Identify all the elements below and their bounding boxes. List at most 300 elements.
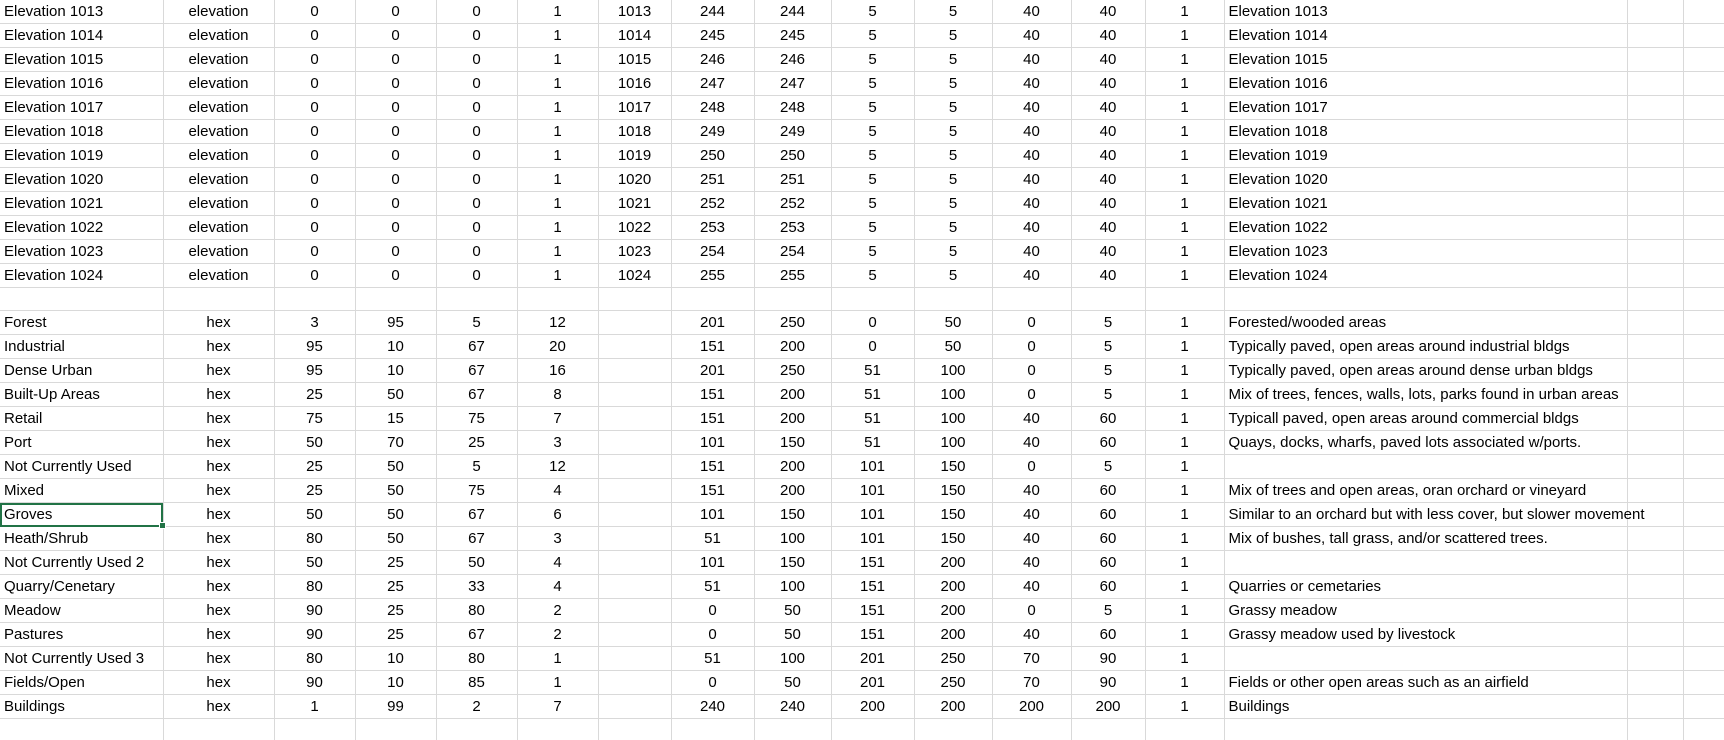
table-cell[interactable] <box>1627 671 1683 695</box>
table-cell[interactable]: 200 <box>754 479 831 503</box>
table-cell[interactable]: 80 <box>436 647 517 671</box>
table-cell[interactable]: 0 <box>436 192 517 216</box>
table-cell[interactable]: Elevation 1023 <box>0 240 163 264</box>
table-cell[interactable]: 70 <box>992 647 1071 671</box>
table-cell[interactable]: 0 <box>436 240 517 264</box>
table-cell[interactable]: 40 <box>1071 72 1145 96</box>
table-cell[interactable] <box>1683 216 1724 240</box>
table-cell[interactable]: 50 <box>274 503 355 527</box>
table-cell[interactable]: 40 <box>992 527 1071 551</box>
table-cell[interactable]: 25 <box>274 479 355 503</box>
table-cell[interactable]: 1 <box>1145 96 1224 120</box>
table-cell[interactable]: 5 <box>831 48 914 72</box>
table-cell[interactable]: 100 <box>914 359 992 383</box>
table-cell[interactable]: 40 <box>1071 192 1145 216</box>
table-cell[interactable]: Mixed <box>0 479 163 503</box>
table-cell[interactable] <box>1627 719 1683 740</box>
table-cell[interactable]: 3 <box>274 311 355 335</box>
table-cell[interactable] <box>598 335 671 359</box>
table-cell[interactable]: 1 <box>1145 623 1224 647</box>
table-cell[interactable]: 253 <box>671 216 754 240</box>
table-cell[interactable]: 5 <box>831 192 914 216</box>
table-cell[interactable]: 250 <box>914 647 992 671</box>
table-cell[interactable]: 101 <box>671 551 754 575</box>
table-cell[interactable]: 40 <box>992 479 1071 503</box>
table-cell[interactable] <box>1683 359 1724 383</box>
table-cell[interactable]: 247 <box>754 72 831 96</box>
table-cell[interactable] <box>1683 383 1724 407</box>
table-cell[interactable] <box>1683 144 1724 168</box>
table-cell[interactable]: 10 <box>355 647 436 671</box>
table-cell[interactable]: 200 <box>914 695 992 719</box>
table-cell[interactable]: Elevation 1016 <box>0 72 163 96</box>
table-cell[interactable]: Not Currently Used <box>0 455 163 479</box>
table-cell[interactable]: 101 <box>831 527 914 551</box>
table-cell[interactable] <box>1627 695 1683 719</box>
table-cell[interactable]: 1 <box>274 695 355 719</box>
table-cell[interactable]: 1 <box>1145 72 1224 96</box>
table-cell[interactable]: 12 <box>517 455 598 479</box>
table-cell[interactable]: 1 <box>517 144 598 168</box>
table-cell[interactable]: Elevation 1015 <box>0 48 163 72</box>
table-cell[interactable]: 0 <box>831 311 914 335</box>
table-cell[interactable]: 40 <box>1071 264 1145 288</box>
table-cell[interactable]: hex <box>163 647 274 671</box>
table-cell[interactable] <box>1683 48 1724 72</box>
table-cell[interactable]: 252 <box>671 192 754 216</box>
table-cell[interactable]: 101 <box>831 503 914 527</box>
table-cell[interactable]: 50 <box>355 455 436 479</box>
table-cell[interactable]: 0 <box>274 96 355 120</box>
table-cell[interactable]: 150 <box>914 479 992 503</box>
table-cell[interactable] <box>831 719 914 740</box>
table-cell[interactable]: 0 <box>992 455 1071 479</box>
table-cell[interactable] <box>598 383 671 407</box>
table-cell[interactable]: 80 <box>274 647 355 671</box>
table-cell[interactable]: 40 <box>992 623 1071 647</box>
table-cell[interactable]: 90 <box>1071 671 1145 695</box>
table-cell[interactable]: 0 <box>355 264 436 288</box>
table-cell[interactable]: 40 <box>992 144 1071 168</box>
table-cell[interactable]: 5 <box>1071 455 1145 479</box>
table-cell[interactable]: 244 <box>754 0 831 24</box>
table-cell[interactable]: Elevation 1020 <box>0 168 163 192</box>
table-cell[interactable]: 200 <box>914 575 992 599</box>
table-cell[interactable]: 1 <box>1145 455 1224 479</box>
table-cell[interactable]: elevation <box>163 24 274 48</box>
table-cell[interactable]: 1 <box>1145 407 1224 431</box>
table-cell[interactable]: 100 <box>754 647 831 671</box>
table-cell[interactable]: 5 <box>831 120 914 144</box>
table-cell[interactable]: 10 <box>355 671 436 695</box>
table-cell[interactable]: 1 <box>517 240 598 264</box>
table-cell[interactable]: 200 <box>754 407 831 431</box>
table-cell[interactable]: 200 <box>992 695 1071 719</box>
table-cell[interactable]: 40 <box>992 575 1071 599</box>
table-cell[interactable]: 151 <box>831 575 914 599</box>
table-cell[interactable]: 1 <box>1145 24 1224 48</box>
table-cell[interactable]: 40 <box>1071 240 1145 264</box>
table-cell[interactable] <box>1627 0 1683 24</box>
table-cell[interactable]: Typically paved, open areas around dense urban bldgs <box>1224 359 1627 383</box>
table-cell[interactable]: 200 <box>831 695 914 719</box>
table-cell[interactable]: 1 <box>517 0 598 24</box>
table-cell[interactable]: Similar to an orchard but with less cover, but slower movement <box>1224 503 1627 527</box>
table-cell[interactable]: 150 <box>914 527 992 551</box>
table-cell[interactable]: 50 <box>436 551 517 575</box>
table-cell[interactable]: 20 <box>517 335 598 359</box>
table-cell[interactable]: 200 <box>1071 695 1145 719</box>
table-cell[interactable]: 1 <box>1145 216 1224 240</box>
table-cell[interactable]: 1024 <box>598 264 671 288</box>
table-cell[interactable]: 50 <box>914 311 992 335</box>
table-cell[interactable] <box>1627 407 1683 431</box>
table-cell[interactable]: 5 <box>831 0 914 24</box>
table-cell[interactable]: 5 <box>831 264 914 288</box>
table-cell[interactable]: Elevation 1023 <box>1224 240 1627 264</box>
table-cell[interactable]: Quarry/Cenetary <box>0 575 163 599</box>
table-cell[interactable]: 5 <box>831 96 914 120</box>
table-cell[interactable]: 40 <box>992 240 1071 264</box>
table-cell[interactable]: 0 <box>671 671 754 695</box>
table-cell[interactable]: hex <box>163 599 274 623</box>
table-cell[interactable]: 50 <box>355 479 436 503</box>
table-cell[interactable]: elevation <box>163 96 274 120</box>
table-cell[interactable]: 0 <box>671 599 754 623</box>
table-cell[interactable]: 100 <box>754 575 831 599</box>
table-cell[interactable]: 1 <box>517 72 598 96</box>
table-cell[interactable] <box>831 288 914 311</box>
table-cell[interactable]: 5 <box>914 72 992 96</box>
table-cell[interactable]: 40 <box>992 551 1071 575</box>
table-cell[interactable]: 1017 <box>598 96 671 120</box>
table-cell[interactable] <box>0 288 163 311</box>
table-cell[interactable] <box>1683 240 1724 264</box>
table-cell[interactable] <box>1683 0 1724 24</box>
table-cell[interactable] <box>598 671 671 695</box>
table-cell[interactable]: 1 <box>1145 120 1224 144</box>
table-cell[interactable]: 248 <box>671 96 754 120</box>
table-cell[interactable]: elevation <box>163 264 274 288</box>
table-cell[interactable] <box>163 719 274 740</box>
table-cell[interactable]: hex <box>163 431 274 455</box>
table-cell[interactable]: 40 <box>992 120 1071 144</box>
table-cell[interactable] <box>1627 72 1683 96</box>
table-cell[interactable]: 1 <box>1145 240 1224 264</box>
table-cell[interactable] <box>598 455 671 479</box>
table-cell[interactable]: 50 <box>355 527 436 551</box>
table-cell[interactable]: 99 <box>355 695 436 719</box>
table-cell[interactable]: elevation <box>163 48 274 72</box>
table-cell[interactable]: 0 <box>436 96 517 120</box>
table-cell[interactable]: 201 <box>831 647 914 671</box>
table-cell[interactable]: 1 <box>1145 0 1224 24</box>
table-cell[interactable]: 101 <box>671 503 754 527</box>
table-cell[interactable] <box>1683 264 1724 288</box>
table-cell[interactable]: 0 <box>274 144 355 168</box>
table-cell[interactable]: 1 <box>517 192 598 216</box>
table-cell[interactable]: 5 <box>831 144 914 168</box>
table-cell[interactable]: 0 <box>355 120 436 144</box>
table-cell[interactable]: elevation <box>163 0 274 24</box>
table-cell[interactable]: 253 <box>754 216 831 240</box>
table-cell[interactable]: 0 <box>355 144 436 168</box>
table-cell[interactable]: 4 <box>517 551 598 575</box>
table-cell[interactable]: 5 <box>914 48 992 72</box>
table-cell[interactable]: hex <box>163 359 274 383</box>
table-cell[interactable]: 4 <box>517 575 598 599</box>
table-cell[interactable] <box>914 719 992 740</box>
table-cell[interactable]: 245 <box>754 24 831 48</box>
table-cell[interactable]: 60 <box>1071 407 1145 431</box>
table-cell[interactable]: 0 <box>355 192 436 216</box>
table-cell[interactable] <box>754 719 831 740</box>
table-cell[interactable] <box>1145 719 1224 740</box>
table-cell[interactable]: 1 <box>1145 383 1224 407</box>
table-cell[interactable] <box>1627 623 1683 647</box>
table-cell[interactable]: elevation <box>163 72 274 96</box>
table-cell[interactable]: 60 <box>1071 431 1145 455</box>
table-cell[interactable]: 60 <box>1071 623 1145 647</box>
table-cell[interactable] <box>1683 623 1724 647</box>
table-cell[interactable]: 1 <box>517 671 598 695</box>
table-cell[interactable]: 67 <box>436 623 517 647</box>
table-cell[interactable]: 1 <box>1145 311 1224 335</box>
table-cell[interactable]: 255 <box>754 264 831 288</box>
table-cell[interactable]: 40 <box>1071 24 1145 48</box>
table-cell[interactable]: Elevation 1022 <box>0 216 163 240</box>
table-cell[interactable]: 51 <box>831 407 914 431</box>
table-cell[interactable]: 248 <box>754 96 831 120</box>
table-cell[interactable]: 0 <box>355 0 436 24</box>
table-cell[interactable]: 151 <box>671 335 754 359</box>
table-cell[interactable]: 251 <box>671 168 754 192</box>
table-cell[interactable] <box>671 719 754 740</box>
table-cell[interactable]: 0 <box>831 335 914 359</box>
table-cell[interactable]: 1 <box>517 48 598 72</box>
table-cell[interactable]: 67 <box>436 503 517 527</box>
table-cell[interactable] <box>1224 719 1627 740</box>
table-cell[interactable]: hex <box>163 671 274 695</box>
table-cell[interactable]: 40 <box>992 192 1071 216</box>
table-cell[interactable]: 1 <box>517 216 598 240</box>
table-cell[interactable]: 5 <box>914 24 992 48</box>
table-cell[interactable]: 5 <box>914 216 992 240</box>
table-cell[interactable]: 1 <box>1145 264 1224 288</box>
table-cell[interactable]: 0 <box>436 0 517 24</box>
table-cell[interactable]: 240 <box>754 695 831 719</box>
table-cell[interactable]: Quarries or cemetaries <box>1224 575 1627 599</box>
table-cell[interactable]: 1015 <box>598 48 671 72</box>
table-cell[interactable]: 3 <box>517 527 598 551</box>
table-cell[interactable]: Elevation 1022 <box>1224 216 1627 240</box>
table-cell[interactable]: Elevation 1014 <box>1224 24 1627 48</box>
table-cell[interactable]: Elevation 1013 <box>1224 0 1627 24</box>
table-cell[interactable]: hex <box>163 695 274 719</box>
table-cell[interactable] <box>1627 335 1683 359</box>
table-cell[interactable]: 40 <box>992 0 1071 24</box>
table-cell[interactable]: 0 <box>355 48 436 72</box>
table-cell[interactable]: 251 <box>754 168 831 192</box>
table-cell[interactable]: 5 <box>1071 599 1145 623</box>
table-cell[interactable] <box>1683 120 1724 144</box>
table-cell[interactable]: 15 <box>355 407 436 431</box>
table-cell[interactable]: 5 <box>914 168 992 192</box>
table-cell[interactable]: 201 <box>831 671 914 695</box>
table-cell[interactable] <box>992 288 1071 311</box>
table-cell[interactable] <box>598 407 671 431</box>
table-cell[interactable]: 1 <box>517 96 598 120</box>
table-cell[interactable]: 1018 <box>598 120 671 144</box>
table-cell[interactable]: 0 <box>274 240 355 264</box>
table-cell[interactable] <box>914 288 992 311</box>
table-cell[interactable]: 0 <box>355 168 436 192</box>
table-cell[interactable]: 67 <box>436 359 517 383</box>
table-cell[interactable]: 51 <box>831 431 914 455</box>
selected-cell[interactable]: Groves <box>0 503 163 527</box>
table-cell[interactable]: 95 <box>274 335 355 359</box>
table-cell[interactable]: 0 <box>671 623 754 647</box>
table-cell[interactable] <box>598 359 671 383</box>
table-cell[interactable]: 75 <box>436 479 517 503</box>
table-cell[interactable]: 2 <box>436 695 517 719</box>
table-cell[interactable] <box>598 551 671 575</box>
table-cell[interactable]: 1 <box>1145 335 1224 359</box>
table-cell[interactable]: 0 <box>355 240 436 264</box>
table-cell[interactable]: 5 <box>1071 359 1145 383</box>
table-cell[interactable]: 70 <box>355 431 436 455</box>
table-cell[interactable]: 151 <box>671 479 754 503</box>
table-cell[interactable]: 51 <box>831 359 914 383</box>
table-cell[interactable]: 151 <box>671 455 754 479</box>
table-cell[interactable]: 85 <box>436 671 517 695</box>
table-cell[interactable]: 67 <box>436 527 517 551</box>
table-cell[interactable]: 0 <box>436 24 517 48</box>
table-cell[interactable]: 0 <box>992 599 1071 623</box>
table-cell[interactable] <box>1627 359 1683 383</box>
table-cell[interactable] <box>163 288 274 311</box>
table-cell[interactable]: 1 <box>1145 503 1224 527</box>
table-cell[interactable]: 6 <box>517 503 598 527</box>
table-cell[interactable] <box>1627 120 1683 144</box>
table-cell[interactable] <box>1627 431 1683 455</box>
table-cell[interactable]: 67 <box>436 335 517 359</box>
table-cell[interactable] <box>1627 455 1683 479</box>
table-cell[interactable] <box>1683 455 1724 479</box>
table-cell[interactable]: 201 <box>671 359 754 383</box>
table-cell[interactable] <box>1683 288 1724 311</box>
table-cell[interactable]: 40 <box>992 503 1071 527</box>
table-cell[interactable]: 1 <box>1145 479 1224 503</box>
table-cell[interactable]: 95 <box>274 359 355 383</box>
table-cell[interactable]: 5 <box>1071 335 1145 359</box>
table-cell[interactable]: 0 <box>992 383 1071 407</box>
table-cell[interactable] <box>1683 72 1724 96</box>
table-cell[interactable]: 2 <box>517 623 598 647</box>
table-cell[interactable]: 25 <box>355 623 436 647</box>
table-cell[interactable] <box>598 599 671 623</box>
table-cell[interactable]: elevation <box>163 240 274 264</box>
table-cell[interactable]: 33 <box>436 575 517 599</box>
table-cell[interactable]: hex <box>163 575 274 599</box>
table-cell[interactable]: 250 <box>754 311 831 335</box>
table-cell[interactable] <box>1627 216 1683 240</box>
table-cell[interactable]: 0 <box>436 144 517 168</box>
table-cell[interactable]: 246 <box>671 48 754 72</box>
table-cell[interactable] <box>1224 647 1627 671</box>
table-cell[interactable]: 0 <box>274 0 355 24</box>
table-cell[interactable]: 0 <box>992 359 1071 383</box>
table-cell[interactable]: 40 <box>1071 120 1145 144</box>
table-cell[interactable]: 246 <box>754 48 831 72</box>
table-cell[interactable]: 5 <box>1071 383 1145 407</box>
table-cell[interactable]: Elevation 1017 <box>1224 96 1627 120</box>
table-cell[interactable]: 101 <box>831 455 914 479</box>
table-cell[interactable]: 1 <box>517 168 598 192</box>
table-cell[interactable]: 1 <box>1145 575 1224 599</box>
table-cell[interactable] <box>992 719 1071 740</box>
table-cell[interactable] <box>1683 527 1724 551</box>
table-cell[interactable]: 1022 <box>598 216 671 240</box>
table-cell[interactable]: 40 <box>992 168 1071 192</box>
table-cell[interactable]: 1 <box>1145 144 1224 168</box>
table-cell[interactable]: Heath/Shrub <box>0 527 163 551</box>
table-cell[interactable] <box>1071 719 1145 740</box>
table-cell[interactable]: hex <box>163 503 274 527</box>
table-cell[interactable]: 75 <box>436 407 517 431</box>
table-cell[interactable] <box>598 719 671 740</box>
table-cell[interactable] <box>1683 96 1724 120</box>
table-cell[interactable]: 50 <box>754 623 831 647</box>
table-cell[interactable]: 5 <box>831 240 914 264</box>
table-cell[interactable]: 60 <box>1071 503 1145 527</box>
table-cell[interactable]: 4 <box>517 479 598 503</box>
table-cell[interactable]: 1 <box>1145 192 1224 216</box>
table-cell[interactable]: elevation <box>163 192 274 216</box>
table-cell[interactable] <box>1683 551 1724 575</box>
table-cell[interactable]: 5 <box>831 24 914 48</box>
table-cell[interactable] <box>1224 551 1627 575</box>
table-cell[interactable]: 25 <box>274 455 355 479</box>
table-cell[interactable]: 1014 <box>598 24 671 48</box>
table-cell[interactable]: 0 <box>355 72 436 96</box>
table-cell[interactable]: 250 <box>754 144 831 168</box>
table-cell[interactable]: 240 <box>671 695 754 719</box>
table-cell[interactable]: 0 <box>274 120 355 144</box>
table-cell[interactable]: 254 <box>754 240 831 264</box>
table-cell[interactable] <box>1627 192 1683 216</box>
table-cell[interactable] <box>1627 551 1683 575</box>
table-cell[interactable] <box>1627 96 1683 120</box>
table-cell[interactable] <box>1683 671 1724 695</box>
table-cell[interactable]: 10 <box>355 335 436 359</box>
table-cell[interactable]: 5 <box>1071 311 1145 335</box>
table-cell[interactable]: 75 <box>274 407 355 431</box>
table-cell[interactable]: Elevation 1024 <box>0 264 163 288</box>
table-cell[interactable]: 1021 <box>598 192 671 216</box>
table-cell[interactable]: 5 <box>831 168 914 192</box>
table-cell[interactable]: 50 <box>274 431 355 455</box>
table-cell[interactable] <box>355 288 436 311</box>
table-cell[interactable]: Elevation 1016 <box>1224 72 1627 96</box>
table-cell[interactable]: 5 <box>914 240 992 264</box>
table-cell[interactable] <box>1683 599 1724 623</box>
table-cell[interactable]: 0 <box>436 168 517 192</box>
table-cell[interactable] <box>598 431 671 455</box>
table-cell[interactable]: hex <box>163 479 274 503</box>
table-cell[interactable] <box>274 288 355 311</box>
table-cell[interactable]: Grassy meadow used by livestock <box>1224 623 1627 647</box>
